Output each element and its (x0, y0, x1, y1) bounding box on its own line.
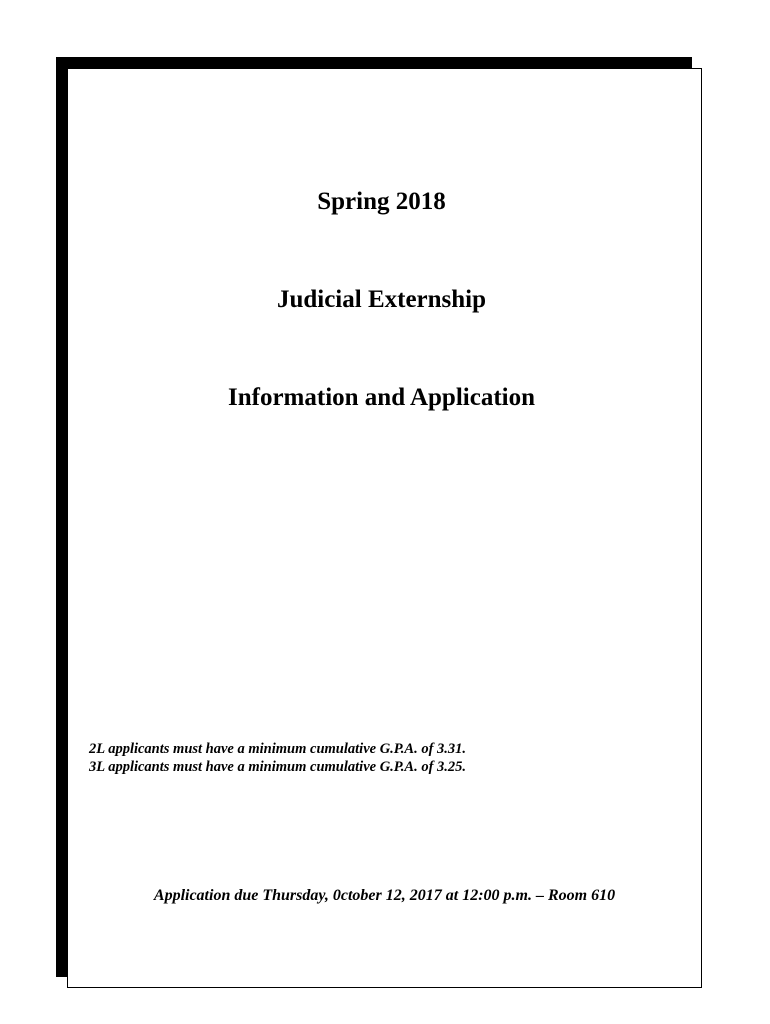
gpa-requirements (89, 740, 466, 776)
subtitle-heading: Information and Application (227, 384, 535, 411)
cover-page (67, 68, 702, 988)
due-date-notice: Application due Thursday, 0ctober 12, 2017 at 12:00 p.m. – Room 610 (153, 887, 616, 904)
program-heading: Judicial Externship (276, 286, 487, 313)
term-heading: Spring 2018 (317, 188, 446, 215)
requirement-3l: 3L applicants must have a minimum cumulative G.P.A. of 3.25. (89, 759, 467, 775)
requirement-2l: 2L applicants must have a minimum cumulative G.P.A. of 3.31. (89, 741, 467, 757)
